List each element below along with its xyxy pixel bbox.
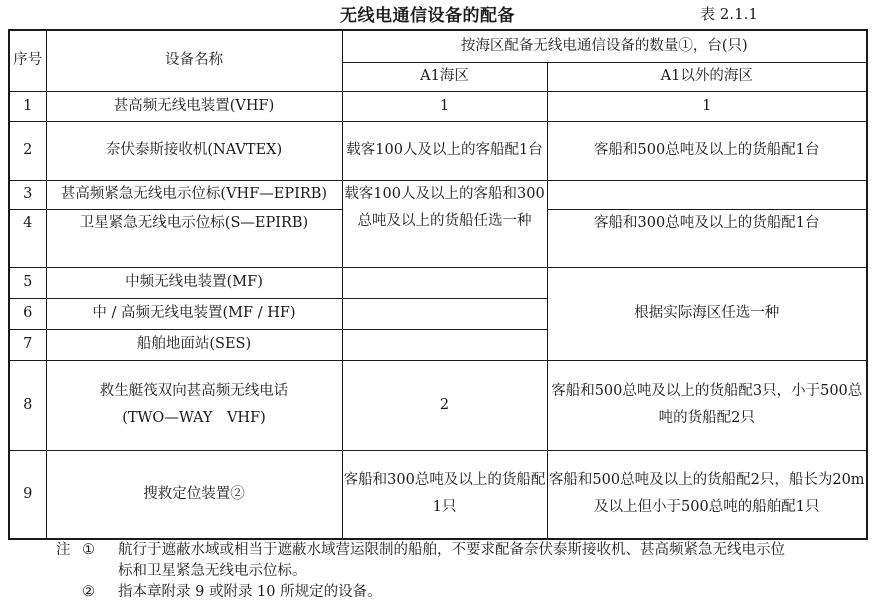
row-other: 1 [547, 91, 867, 121]
row-name: 救生艇筏双向甚高频无线电话(TWO—WAY VHF) [46, 360, 342, 450]
row-a1: 载客100人及以上的客船配1台 [342, 121, 547, 180]
footnote-1-continuation [56, 561, 868, 582]
table-title: 无线电通信设备的配备 [340, 6, 515, 26]
row-no: 9 [9, 450, 46, 539]
row-no: 2 [9, 121, 46, 180]
table-row [9, 450, 867, 539]
row-no: 5 [9, 267, 46, 298]
row-a1 [342, 329, 547, 360]
table-row [9, 267, 867, 298]
row-a1: 载客100人及以上的客船和300总吨及以上的货船任选一种 [342, 180, 547, 267]
header-row [9, 30, 867, 62]
row-name: 奈伏泰斯接收机(NAVTEX) [46, 121, 342, 180]
row-a1: 客船和300总吨及以上的货船配1只 [342, 450, 547, 539]
row-name: 船舶地面站(SES) [46, 329, 342, 360]
table-row [9, 91, 867, 121]
row-name: 甚高频无线电装置(VHF) [46, 91, 342, 121]
note-text: 航行于遮蔽水域或相当于遮蔽水域营运限制的船舶，不要求配备奈伏泰斯接收机、甚高频紧急无线电示位 [118, 542, 785, 558]
row-name: 中 / 高频无线电装置(MF / HF) [46, 298, 342, 329]
header-other: A1以外的海区 [547, 62, 867, 91]
header-group: 按海区配备无线电通信设备的数量①，台(只) [342, 30, 867, 62]
row-a1: 2 [342, 360, 547, 450]
row-other: 客船和300总吨及以上的货船配1台 [547, 209, 867, 267]
equipment-table [8, 29, 868, 540]
row-a1 [342, 267, 547, 298]
row-other: 根据实际海区任选一种 [547, 267, 867, 360]
footnotes [56, 540, 868, 603]
note-lead: 注 [56, 542, 71, 558]
footnote-2 [56, 582, 868, 603]
row-a1: 1 [342, 91, 547, 121]
note-marker: ① [82, 542, 95, 558]
note-text: 指本章附录 9 或附录 10 所规定的设备。 [118, 584, 382, 600]
table-row [9, 360, 867, 450]
row-name: 中频无线电装置(MF) [46, 267, 342, 298]
table-row [9, 180, 867, 209]
row-other: 客船和500总吨及以上的货船配1台 [547, 121, 867, 180]
row-no: 4 [9, 209, 46, 267]
table-row [9, 121, 867, 180]
header-name: 设备名称 [46, 30, 342, 91]
header-no: 序号 [9, 30, 46, 91]
header-a1: A1海区 [342, 62, 547, 91]
row-name: 搜救定位装置② [46, 450, 342, 539]
row-no: 8 [9, 360, 46, 450]
footnote-1 [56, 540, 868, 561]
row-no: 6 [9, 298, 46, 329]
row-no: 3 [9, 180, 46, 209]
row-name: 甚高频紧急无线电示位标(VHF—EPIRB) [46, 180, 342, 209]
row-no: 7 [9, 329, 46, 360]
table-number: 表 2.1.1 [700, 5, 758, 23]
row-other: 客船和500总吨及以上的货船配2只，船长为20m及以上但小于500总吨的船舶配1只 [547, 450, 867, 539]
row-other: 客船和500总吨及以上的货船配3只，小于500总吨的货船配2只 [547, 360, 867, 450]
note-marker: ② [82, 584, 95, 600]
row-other-empty [547, 180, 867, 209]
row-no: 1 [9, 91, 46, 121]
row-a1 [342, 298, 547, 329]
note-text: 标和卫星紧急无线电示位标。 [118, 563, 307, 579]
row-name: 卫星紧急无线电示位标(S—EPIRB) [46, 209, 342, 267]
